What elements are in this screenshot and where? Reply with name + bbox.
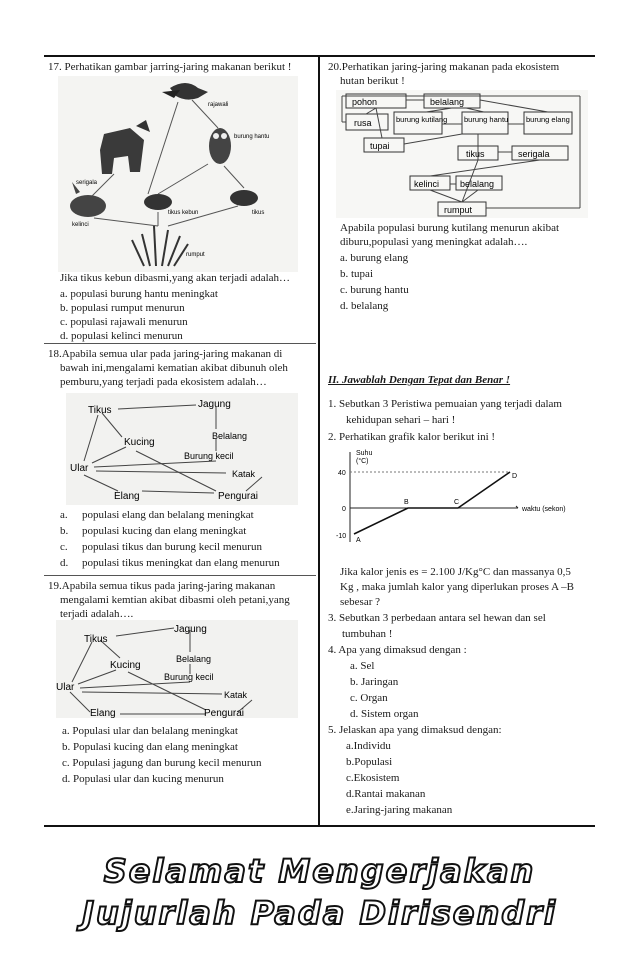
q18-option-b-text: populasi kucing dan elang meningkat [82, 525, 247, 537]
graph-ylabel-unit: (°C) [356, 458, 369, 465]
q19-option-a: a. Populasi ular dan belalang meningkat [62, 725, 238, 737]
s2-q4-item-a: a. Sel [350, 660, 375, 672]
fig20-label-burung-elang: burung elang [526, 115, 570, 124]
q20-food-web-figure [336, 90, 588, 218]
banner-line-2: Jujurlah Pada Dirisendri [82, 894, 557, 932]
fig18-label-ular: Ular [70, 463, 89, 474]
row-divider-18 [44, 575, 316, 576]
bottom-rule [44, 825, 595, 827]
fig19-label-elang: Elang [90, 708, 116, 718]
fig17-label-rajawali: rajawali [208, 102, 229, 108]
s2-q4-item-c: c. Organ [350, 692, 388, 704]
q19-food-web-figure [56, 620, 298, 718]
q18-line-2: bawah ini,mengalami kematian akibat dibunuh oleh [60, 362, 288, 374]
q20-option-a: a. burung elang [340, 252, 409, 264]
graph-tick-0: 0 [342, 506, 346, 513]
owl-icon [209, 128, 231, 164]
q20-option-c: c. burung hantu [340, 284, 409, 296]
fig18-label-belalang: Belalang [212, 431, 248, 441]
fig19-label-burung-kecil: Burung kecil [164, 672, 214, 682]
fig20-label-rusa: rusa [354, 118, 372, 128]
graph-point-b: B [404, 499, 409, 506]
q18-option-a-text: populasi elang dan belalang meningkat [82, 509, 254, 521]
fig19-label-pengurai: Pengurai [204, 708, 245, 718]
s2-q5-item-c: c.Ekosistem [346, 772, 400, 784]
q17-food-web-figure [58, 76, 298, 272]
q17-question: Jika tikus kebun dibasmi,yang akan terjadi adalah… [60, 272, 291, 284]
fig18-label-jagung: Jagung [198, 399, 231, 410]
q18-option-d-text: populasi tikus meningkat dan elang menurun [82, 557, 280, 569]
fig20-label-burung-kutilang: burung kutilang [396, 115, 448, 124]
q20-line-1: 20.Perhatikan jaring-jaring makanan pada ekosistem [328, 61, 560, 73]
q18-option-c-letter: c. [60, 541, 68, 553]
fig17-label-serigala: serigala [76, 180, 98, 186]
fig18-label-burung-kecil: Burung kecil [184, 451, 234, 461]
s2-q3-line-2: tumbuhan ! [342, 628, 393, 640]
fig17-label-burung-hantu: burung hantu [234, 134, 270, 140]
mouse-icon [144, 194, 172, 210]
fig19-label-ular: Ular [56, 682, 75, 693]
fig18-label-elang: Elang [114, 491, 140, 502]
q20-question-line-1: Apabila populasi burung kutilang menurun akibat [340, 222, 560, 234]
fig17-label-tikus-kebun: tikus kebun [168, 210, 199, 216]
fig20-label-kelinci: kelinci [414, 179, 440, 189]
graph-tick-minus10: -10 [336, 533, 347, 540]
section-2-title: II. Jawablah Dengan Tepat dan Benar ! [328, 374, 511, 386]
q17-option-b: b. populasi rumput menurun [60, 302, 185, 314]
fig17-label-kelinci: kelinci [72, 222, 89, 228]
s2-kalor-line-3: sebesar ? [340, 596, 381, 608]
q17-option-d: d. populasi kelinci menurun [60, 330, 183, 342]
q19-option-d: d. Populasi ular dan kucing menurun [62, 773, 224, 785]
s2-kalor-line-2: Kg , maka jumlah kalor yang diperlukan proses A –B [340, 581, 575, 593]
s2-q3-line-1: 3. Sebutkan 3 perbedaan antara sel hewan dan sel [328, 612, 546, 624]
q17-option-c: c. populasi rajawali menurun [60, 316, 188, 328]
s2-q4-item-d: d. Sistem organ [350, 708, 419, 720]
rat-icon [230, 190, 258, 206]
graph-xlabel: waktu (sekon) [522, 506, 566, 513]
s2-q5-item-e: e.Jaring-jaring makanan [346, 804, 453, 816]
q18-line-1: 18.Apabila semua ular pada jaring-jaring makanan di [48, 348, 283, 360]
q18-food-web-figure [66, 393, 298, 505]
rabbit-icon [70, 195, 106, 217]
q19-option-c: c. Populasi jagung dan burung kecil menurun [62, 757, 262, 769]
q19-option-b: b. Populasi kucing dan elang meningkat [62, 741, 238, 753]
graph-point-d: D [512, 473, 518, 480]
graph-ylabel-suhu: Suhu [356, 450, 373, 457]
fig20-label-belalang-top: belalang [430, 97, 465, 107]
s2-q5: 5. Jelaskan apa yang dimaksud dengan: [328, 724, 502, 736]
q17-option-a: a. populasi burung hantu meningkat [60, 288, 218, 300]
s2-q5-item-a: a.Individu [346, 740, 391, 752]
q20-option-d: d. belalang [340, 300, 389, 312]
fig20-label-belalang-bottom: belalang [460, 179, 495, 189]
fig20-label-tupai: tupai [370, 141, 390, 151]
s2-q4-item-b: b. Jaringan [350, 676, 399, 688]
s2-q1-line-1: 1. Sebutkan 3 Peristiwa pemuaian yang terjadi dalam [328, 398, 562, 410]
q19-line-3: terjadi adalah…. [60, 608, 134, 620]
q20-question-line-2: diburu,populasi yang meningkat adalah…. [340, 236, 528, 248]
s2-q2: 2. Perhatikan grafik kalor berikut ini ! [328, 431, 496, 443]
q20-option-b: b. tupai [340, 268, 373, 280]
fig19-label-tikus: Tikus [84, 634, 108, 645]
fig18-label-tikus: Tikus [88, 405, 112, 416]
q18-line-3: pemburu,yang terjadi pada ekosistem adalah… [60, 376, 267, 388]
fig19-label-kucing: Kucing [110, 660, 141, 671]
s2-q5-item-b: b.Populasi [346, 756, 393, 768]
fig20-label-burung-hantu: burung hantu [464, 115, 509, 124]
s2-q5-item-d: d.Rantai makanan [346, 788, 426, 800]
s2-q4: 4. Apa yang dimaksud dengan : [328, 644, 467, 656]
q19-line-1: 19.Apabila semua tikus pada jaring-jaring makanan [48, 580, 276, 592]
q17-prompt: 17. Perhatikan gambar jarring-jaring makanan berikut ! [48, 61, 292, 73]
fig17-label-rumput: rumput [186, 252, 205, 258]
column-divider [318, 56, 320, 826]
graph-tick-40: 40 [338, 470, 346, 477]
fig19-label-belalang: Belalang [176, 654, 212, 664]
fig18-label-katak: Katak [232, 469, 256, 479]
q20-line-2: hutan berikut ! [340, 75, 405, 87]
fig19-label-jagung: Jagung [174, 624, 207, 635]
fig20-label-serigala: serigala [518, 149, 550, 159]
fig19-label-katak: Katak [224, 690, 248, 700]
s2-q1-line-2: kehidupan sehari – hari ! [346, 414, 456, 426]
fig18-label-pengurai: Pengurai [218, 491, 259, 502]
s2-kalor-line-1: Jika kalor jenis es = 2.100 J/Kg°C dan massanya 0,5 [340, 566, 571, 578]
q18-option-a-letter: a. [60, 509, 68, 521]
fig20-label-rumput: rumput [444, 205, 473, 215]
fig20-label-pohon: pohon [352, 97, 378, 107]
banner-line-1: Selamat Mengerjakan [103, 852, 536, 890]
graph-point-a: A [356, 537, 361, 544]
fig17-label-tikus: tikus [252, 210, 265, 216]
heating-graph [336, 446, 590, 548]
fig20-label-tikus: tikus [466, 149, 485, 159]
q18-option-c-text: populasi tikus dan burung kecil menurun [82, 541, 262, 553]
fig18-label-kucing: Kucing [124, 437, 155, 448]
q18-option-d-letter: d. [60, 557, 69, 569]
q18-option-b-letter: b. [60, 525, 69, 537]
q19-line-2: mengalami kemtian akibat dibasmi oleh petani,yang [60, 594, 290, 606]
graph-point-c: C [454, 499, 460, 506]
